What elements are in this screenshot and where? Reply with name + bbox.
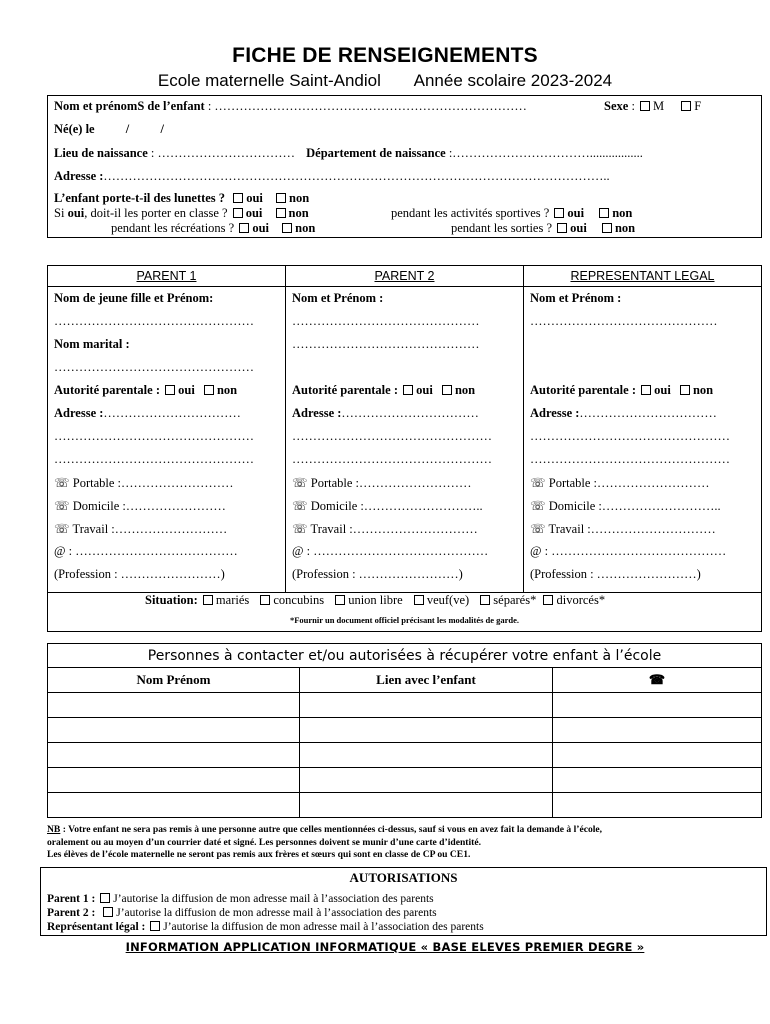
glasses-yes-checkbox[interactable] <box>233 193 243 203</box>
nb-line3: Les élèves de l’école maternelle ne seront pas remis aux frères et sœurs qui sont en classe de CP ou CE1. <box>47 849 471 860</box>
contact-link-cell[interactable] <box>300 693 553 718</box>
child-info-box <box>47 95 762 238</box>
sports-no-checkbox[interactable] <box>599 208 609 218</box>
contacts-table <box>47 643 762 818</box>
parent1-authority-no: non <box>216 383 238 397</box>
sex-row: Sexe : M F <box>604 99 702 113</box>
footer-info: INFORMATION APPLICATION INFORMATIQUE « BASE ELEVES PREMIER DEGRE » <box>125 940 645 954</box>
contacts-row <box>48 768 762 793</box>
contacts-row <box>48 718 762 743</box>
parent2-authority-no: non <box>454 383 476 397</box>
authorisations-box <box>40 867 767 936</box>
legal-rep-profession-field[interactable]: (Profession : ……………………) <box>530 567 701 581</box>
parent2-work-field[interactable]: ☏ Travail :………………………… <box>292 522 478 536</box>
department-label: Département de naissance <box>306 146 446 160</box>
contact-name-cell[interactable] <box>48 693 300 718</box>
class-question: , doit-il les porter en classe ? <box>84 206 228 220</box>
page-subtitle <box>0 71 770 91</box>
parent1-marital-field[interactable]: ………………………………………… <box>54 360 254 374</box>
parent2-heading: PARENT 2 <box>286 266 524 287</box>
parent2-authority-yes: oui <box>416 383 433 397</box>
sex-label: Sexe <box>604 99 629 113</box>
department-field[interactable]: :……………………………................. <box>445 146 643 160</box>
legal-rep-authority-yes: oui <box>654 383 671 397</box>
parent2-home-field[interactable]: ☏ Domicile :……………………….. <box>292 499 483 513</box>
contact-name-cell[interactable] <box>48 768 300 793</box>
page-title: FICHE DE RENSEIGNEMENTS <box>232 44 538 67</box>
legal-rep-heading: REPRESENTANT LEGAL <box>524 266 762 287</box>
parent1-name-label: Nom de jeune fille et Prénom: <box>54 291 214 305</box>
contacts-row <box>48 743 762 768</box>
parent2-name-label: Nom et Prénom : <box>292 291 384 305</box>
outings-no-label: non <box>614 221 636 235</box>
legal-rep-authority-yes-checkbox[interactable] <box>641 385 651 395</box>
outings-yes-label: oui <box>570 221 587 235</box>
parent2-email-field[interactable]: @ : …………………………………… <box>292 544 489 558</box>
class-no-checkbox[interactable] <box>276 208 286 218</box>
recess-no-label: non <box>295 221 316 235</box>
parent2-authority-no-checkbox[interactable] <box>442 385 452 395</box>
contact-name-cell[interactable] <box>48 743 300 768</box>
outings-question: pendant les sorties ? <box>451 221 553 235</box>
glasses-question: L’enfant porte-t-il des lunettes ? <box>54 191 226 205</box>
legal-rep-address-label: Adresse : <box>530 406 580 420</box>
birthdate-label: Né(e) le <box>54 122 95 136</box>
situation-union-label: union libre <box>348 593 403 607</box>
contact-name-cell[interactable] <box>48 793 300 818</box>
birthdate-field[interactable]: / / <box>125 122 164 136</box>
auth-legal-rep-checkbox[interactable] <box>150 921 160 931</box>
auth-parent1-checkbox[interactable] <box>100 893 110 903</box>
parent2-name-field[interactable]: ……………………………………… <box>292 314 480 328</box>
glasses-no-checkbox[interactable] <box>276 193 286 203</box>
parent2-column <box>286 287 524 593</box>
glasses-class-row <box>54 206 309 221</box>
parent2-name-field-2[interactable]: ……………………………………… <box>292 337 480 351</box>
legal-rep-home-field[interactable]: ☏ Domicile :……………………….. <box>530 499 721 513</box>
legal-rep-address-line2[interactable]: ………………………………………… <box>530 429 730 443</box>
glasses-row <box>54 191 309 206</box>
legal-rep-address-line3[interactable]: ………………………………………… <box>530 452 730 466</box>
sports-row <box>391 206 632 221</box>
auth-row-legal-rep <box>47 921 484 933</box>
legal-rep-name-field[interactable]: ……………………………………… <box>530 314 718 328</box>
birthplace-field[interactable]: : …………………………… <box>147 146 295 160</box>
parent1-authority-no-checkbox[interactable] <box>204 385 214 395</box>
parent1-email-field[interactable]: @ : ………………………………… <box>54 544 238 558</box>
contacts-col-link: Lien avec l’enfant <box>300 668 553 693</box>
legal-rep-authority-no-checkbox[interactable] <box>680 385 690 395</box>
legal-rep-work-field[interactable]: ☏ Travail :………………………… <box>530 522 716 536</box>
school-year: Année scolaire 2023-2024 <box>413 71 613 90</box>
auth-parent2-label: Parent 2 : <box>47 907 96 919</box>
contact-phone-cell[interactable] <box>553 718 762 743</box>
contact-link-cell[interactable] <box>300 743 553 768</box>
auth-parent1-label: Parent 1 : <box>47 893 96 905</box>
contacts-row <box>48 693 762 718</box>
child-name-label: Nom et prénomS de l’enfant <box>54 99 205 113</box>
parent2-authority-label: Autorité parentale : <box>292 383 398 397</box>
auth-parent1-text: J’autorise la diffusion de mon adresse mail à l’association des parents <box>113 893 434 905</box>
situation-widowed-checkbox[interactable] <box>414 595 424 605</box>
parent1-address-label: Adresse : <box>54 406 104 420</box>
if-yes-bold: oui <box>67 206 85 220</box>
contacts-col-phone: ☎ <box>553 668 762 693</box>
parent1-address-line2[interactable]: ………………………………………… <box>54 429 254 443</box>
parent1-authority-yes-checkbox[interactable] <box>165 385 175 395</box>
recess-no-checkbox[interactable] <box>282 223 292 233</box>
auth-parent2-checkbox[interactable] <box>103 907 113 917</box>
situation-union-checkbox[interactable] <box>335 595 345 605</box>
birthdate-row <box>54 122 164 137</box>
outings-no-checkbox[interactable] <box>602 223 612 233</box>
address-label: Adresse : <box>54 169 104 183</box>
situation-cohabiting-label: concubins <box>273 593 325 607</box>
legal-rep-name-label: Nom et Prénom : <box>530 291 622 305</box>
contacts-col-name: Nom Prénom <box>48 668 300 693</box>
authorisations-title: AUTORISATIONS <box>349 870 458 885</box>
contacts-row <box>48 793 762 818</box>
parent1-home-field[interactable]: ☏ Domicile :…………………… <box>54 499 226 513</box>
contact-phone-cell[interactable] <box>553 743 762 768</box>
situation-separated-checkbox[interactable] <box>480 595 490 605</box>
situation-divorced-label: divorcés* <box>556 593 606 607</box>
auth-legal-rep-text: J’autorise la diffusion de mon adresse mail à l’association des parents <box>163 921 484 933</box>
birthplace-label: Lieu de naissance <box>54 146 148 160</box>
legal-rep-authority-label: Autorité parentale : <box>530 383 636 397</box>
outings-yes-checkbox[interactable] <box>557 223 567 233</box>
sports-yes-checkbox[interactable] <box>554 208 564 218</box>
recess-yes-checkbox[interactable] <box>239 223 249 233</box>
child-name-row <box>54 99 527 114</box>
situation-married-checkbox[interactable] <box>203 595 213 605</box>
sex-m-checkbox[interactable] <box>640 101 650 111</box>
parents-table <box>47 265 762 593</box>
contact-link-cell[interactable] <box>300 768 553 793</box>
if-yes-prefix: Si <box>54 206 68 220</box>
nb-line2: oralement ou au moyen d’un courrier daté et signé. Les personnes doivent se munir d’une carte d’identité. <box>47 836 482 848</box>
legal-rep-column <box>524 287 762 593</box>
parent1-authority-label: Autorité parentale : <box>54 383 160 397</box>
situation-label: Situation: <box>145 593 198 607</box>
situation-row <box>145 593 605 608</box>
parent1-profession-field[interactable]: (Profession : ……………………) <box>54 567 225 581</box>
parent2-address-label: Adresse : <box>292 406 342 420</box>
situation-widowed-label: veuf(ve) <box>426 593 470 607</box>
birthplace-row <box>54 146 643 161</box>
nb-line1: : Votre enfant ne sera pas remis à une personne autre que celles mentionnées ci-dessus, sauf si vous en avez fait la demande à l’école, <box>60 824 603 835</box>
glasses-yes-label: oui <box>246 191 263 205</box>
custody-footnote: *Fournir un document officiel précisant les modalités de garde. <box>289 615 520 625</box>
situation-box <box>47 591 762 632</box>
parent1-mobile-field[interactable]: ☏ Portable :……………………… <box>54 476 234 490</box>
parent1-authority-yes: oui <box>178 383 195 397</box>
class-no-label: non <box>288 206 309 220</box>
legal-rep-address-field[interactable]: …………………………… <box>579 406 717 420</box>
situation-married-label: mariés <box>215 593 250 607</box>
sports-question: pendant les activités sportives ? <box>391 206 550 220</box>
parent1-marital-label: Nom marital : <box>54 337 130 351</box>
parent2-authority-yes-checkbox[interactable] <box>403 385 413 395</box>
outings-row <box>451 221 635 236</box>
child-name-field[interactable]: : ………………………………………………………………… <box>204 99 527 113</box>
contact-link-cell[interactable] <box>300 793 553 818</box>
auth-parent2-text: J’autorise la diffusion de mon adresse mail à l’association des parents <box>116 907 437 919</box>
auth-row-parent1 <box>47 893 434 905</box>
legal-rep-email-field[interactable]: @ : …………………………………… <box>530 544 727 558</box>
sex-f-label: F <box>694 99 702 113</box>
parent1-column <box>48 287 286 593</box>
parent2-address-field[interactable]: …………………………… <box>341 406 479 420</box>
recess-yes-label: oui <box>252 221 270 235</box>
parent1-address-line3[interactable]: ………………………………………… <box>54 452 254 466</box>
parent1-name-field[interactable]: ………………………………………… <box>54 314 254 328</box>
sports-no-label: non <box>612 206 633 220</box>
glasses-no-label: non <box>289 191 310 205</box>
address-row <box>54 169 610 184</box>
parent1-heading: PARENT 1 <box>48 266 286 287</box>
class-yes-label: oui <box>245 206 263 220</box>
parent2-address-line3[interactable]: ………………………………………… <box>292 452 492 466</box>
contact-phone-cell[interactable] <box>553 768 762 793</box>
auth-legal-rep-label: Représentant légal : <box>47 921 146 933</box>
sports-yes-label: oui <box>567 206 585 220</box>
recess-row <box>111 221 315 236</box>
auth-row-parent2 <box>47 907 437 919</box>
parent1-work-field[interactable]: ☏ Travail :……………………… <box>54 522 228 536</box>
sex-f-checkbox[interactable] <box>681 101 691 111</box>
situation-separated-label: séparés* <box>493 593 537 607</box>
address-field[interactable]: ………………………………………………………………………………………………………….. <box>103 169 610 183</box>
contacts-title: Personnes à contacter et/ou autorisées à récupérer votre enfant à l’école <box>48 644 762 668</box>
legal-rep-mobile-field[interactable]: ☏ Portable :……………………… <box>530 476 710 490</box>
situation-divorced-checkbox[interactable] <box>543 595 553 605</box>
contact-phone-cell[interactable] <box>553 793 762 818</box>
parent1-address-field[interactable]: …………………………… <box>103 406 241 420</box>
parent2-profession-field[interactable]: (Profession : ……………………) <box>292 567 463 581</box>
school-name: Ecole maternelle Saint-Andiol <box>157 71 381 90</box>
parent2-mobile-field[interactable]: ☏ Portable :……………………… <box>292 476 472 490</box>
contact-phone-cell[interactable] <box>553 693 762 718</box>
parent2-address-line2[interactable]: ………………………………………… <box>292 429 492 443</box>
recess-question: pendant les récréations ? <box>111 221 235 235</box>
situation-cohabiting-checkbox[interactable] <box>260 595 270 605</box>
nb-label: NB <box>47 824 61 835</box>
nb-note <box>47 824 767 862</box>
sex-m-label: M <box>653 99 665 113</box>
contact-name-cell[interactable] <box>48 718 300 743</box>
class-yes-checkbox[interactable] <box>233 208 243 218</box>
contact-link-cell[interactable] <box>300 718 553 743</box>
legal-rep-authority-no: non <box>692 383 714 397</box>
